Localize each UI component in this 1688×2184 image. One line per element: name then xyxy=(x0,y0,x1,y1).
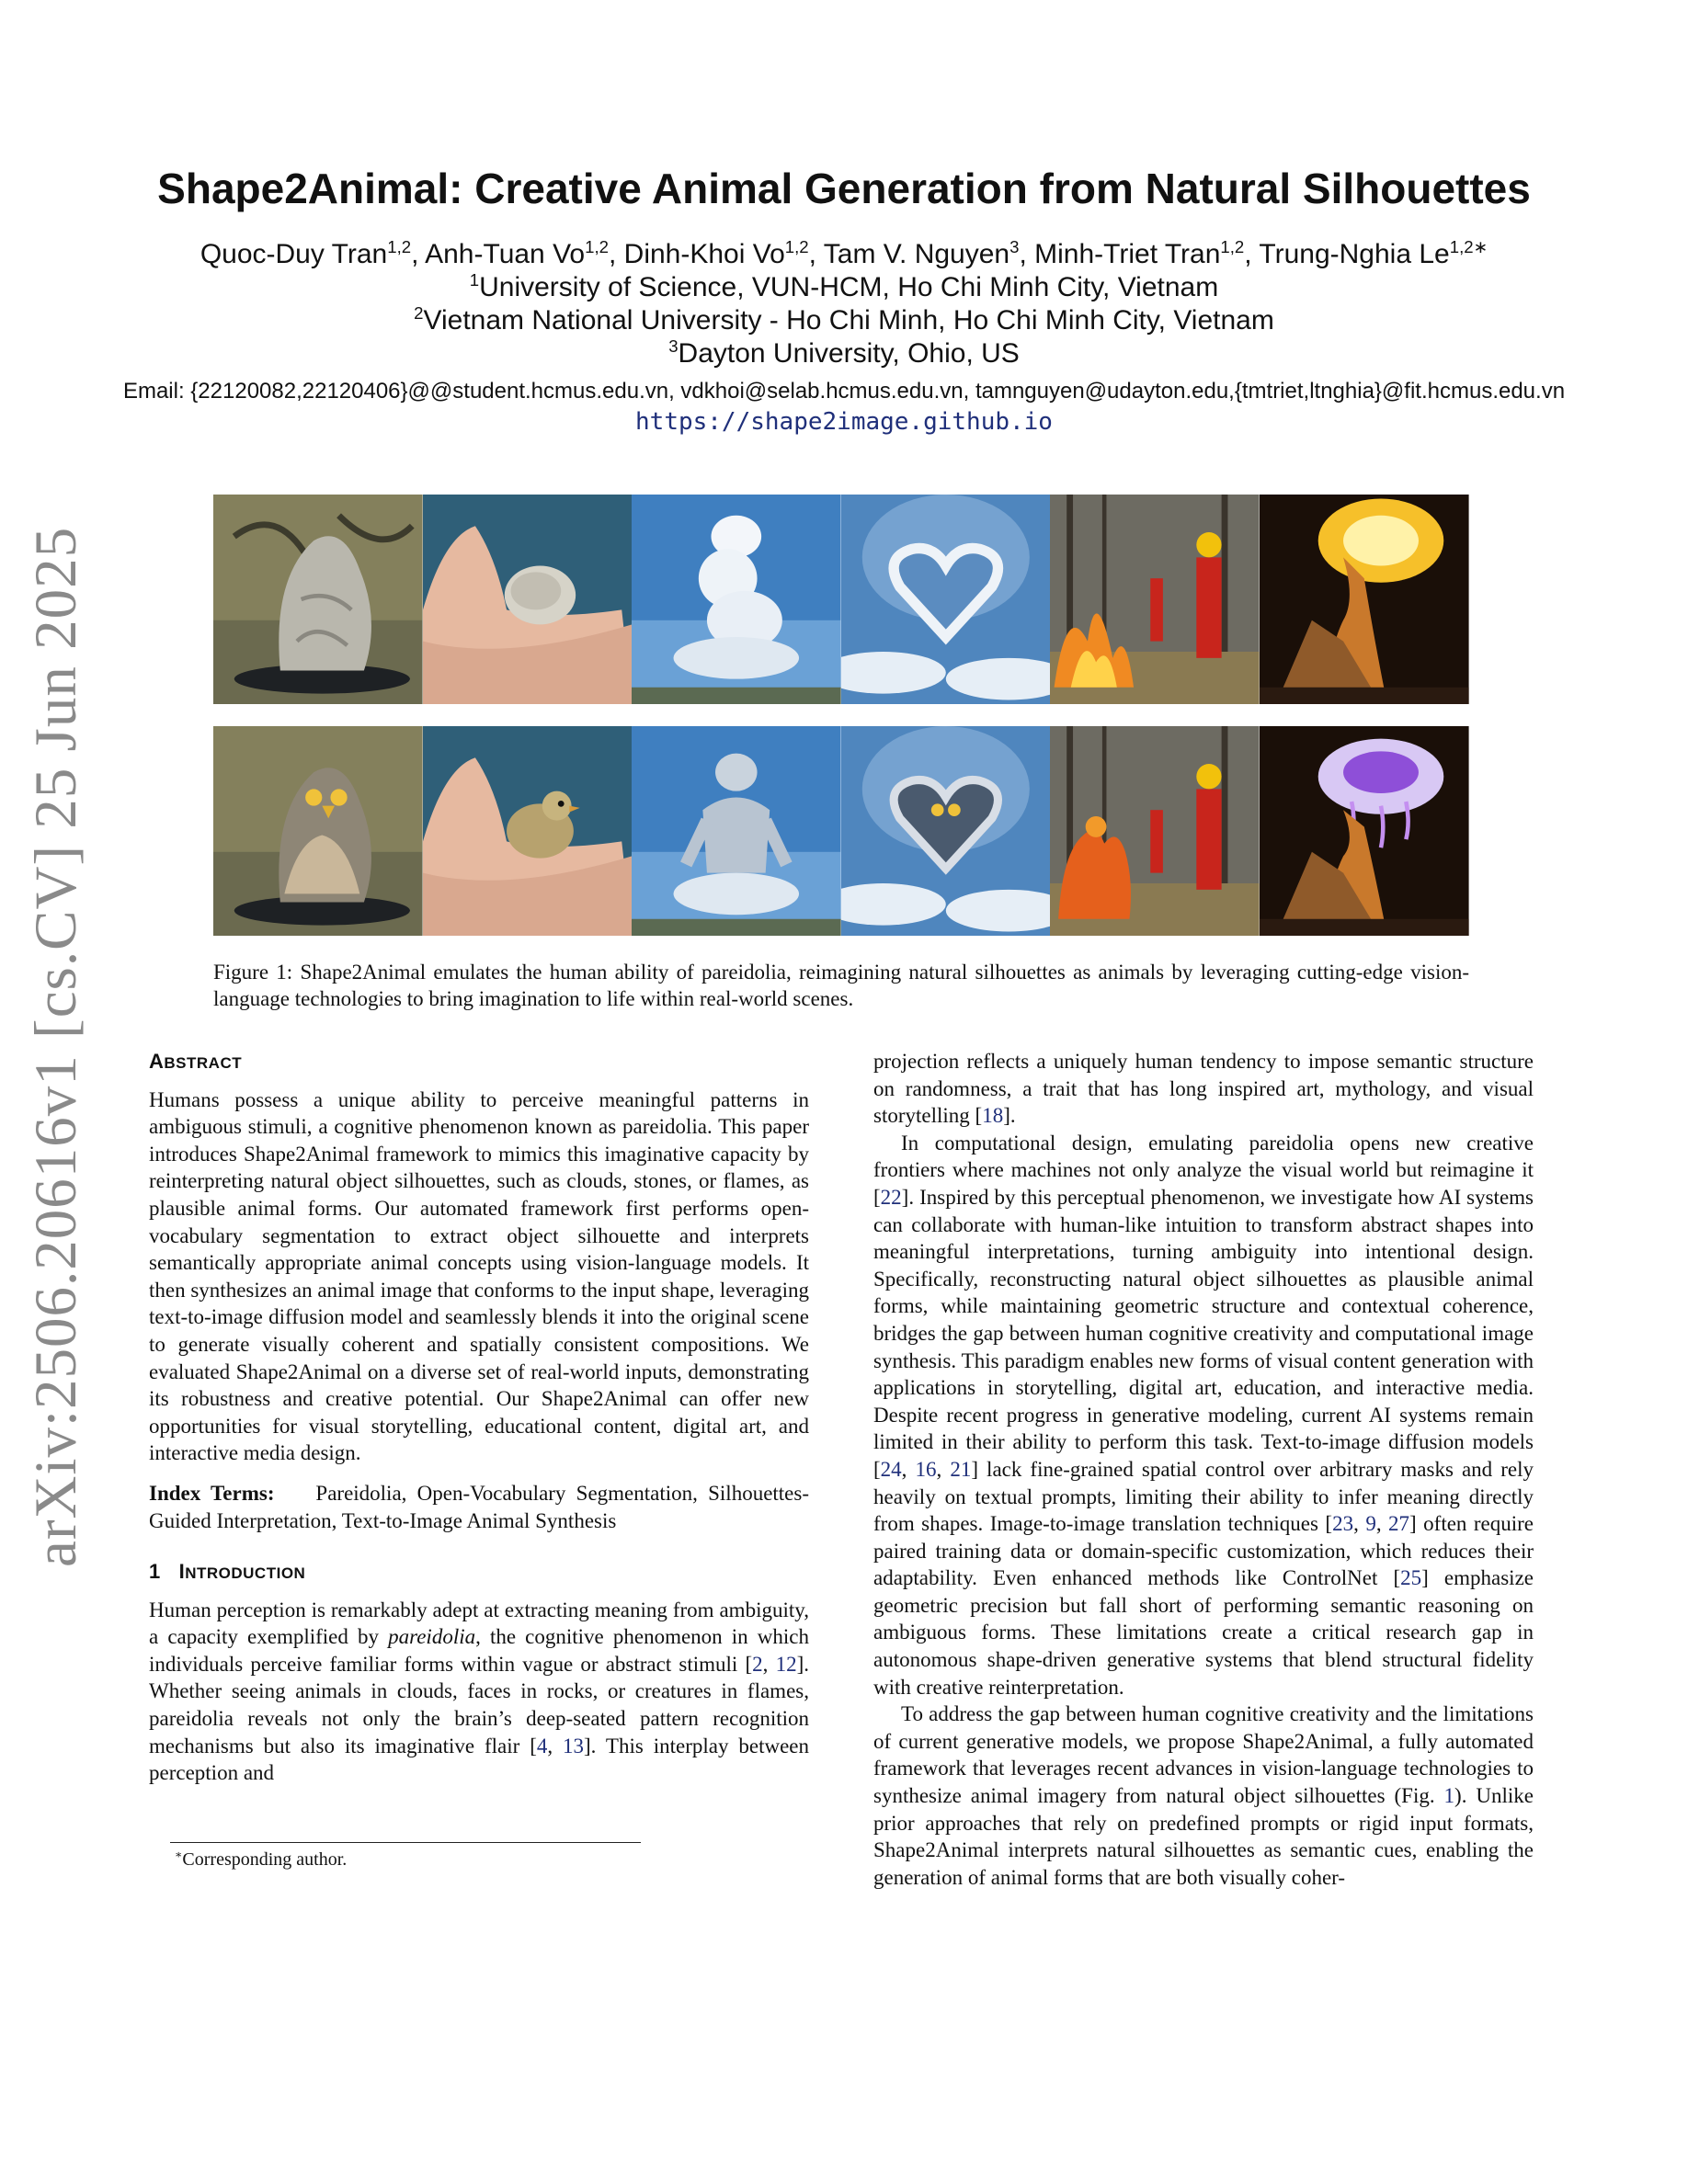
text-run: Human perception is remarkably adept at extracting meaning from ambiguity, a capacity exemplified by xyxy=(149,1598,809,1649)
project-url-link[interactable]: https://shape2image.github.io xyxy=(635,408,1053,436)
citation-link[interactable]: 23 xyxy=(1332,1512,1354,1536)
heading-rest: NTRODUCTION xyxy=(185,1564,306,1583)
affiliation xyxy=(0,338,1688,370)
author-affiliation-mark: 3 xyxy=(1009,237,1020,256)
citation-link[interactable]: 16 xyxy=(915,1457,937,1481)
footnote-mark: ∗ xyxy=(175,1848,183,1861)
text-run: ]. Whether seeing animals in clouds, faces in rocks, or creatures in flames, pareidolia reveals not only the brain’s deep-seated pattern recognition mechanisms but also its imaginative flair [ xyxy=(149,1652,809,1757)
text-run: projection reflects a uniquely human tendency to impose semantic structure on randomness, a trait that has long inspired art, mythology, and visual storytelling [ xyxy=(873,1050,1534,1128)
text-run: ] lack fine-grained spatial control over arbitrary masks and rely heavily on textual prompts, limiting their ability to infer meaning directly from shapes. Image-to-image translation techniques [ xyxy=(873,1457,1534,1536)
text-run: To address the gap between human cognitive creativity and the limitations of current generative models, we propose Shape2Animal, a fully automated framework that leverages recent advances in vision-language technologies to synthesize animal imagery from natural object silhouettes (Fig. xyxy=(873,1702,1534,1808)
photo-heart-cloud xyxy=(841,495,1051,704)
abstract-text: Humans possess a unique ability to perceive meaningful patterns in ambiguous stimuli, a cognitive phenomenon known as pareidolia. This paper introduces Shape2Animal framework to mimics this imaginative capacity by reinterpreting natural object silhouettes, such as clouds, stones, or flames, as plausible animal forms. Our automated framework first performs open-vocabulary segmentation to extract object silhouette and interprets semantically appropriate animal concepts using vision-language models. It then synthesizes an animal image that conforms to the input shape, leveraging text-to-image diffusion model and seamlessly blends it into the original scene to generate visually coherent and spatially consistent compositions. We evaluated Shape2Animal on a diverse set of real-world inputs, demonstrating its robustness and creative potential. Our Shape2Animal can offer new opportunities for visual storytelling, educational content, digital art, and interactive media design. xyxy=(149,1087,809,1465)
photo-firefighters-fire xyxy=(1050,495,1260,704)
intro-paragraph: In computational design, emulating pareidolia opens new creative frontiers where machines not only analyze the visual world but reimagine it [22]. Inspired by this perceptual phenomenon, we investigate how AI systems can collaborate with human-like intuition to transform abstract shapes into meaningful interpretations, turning ambiguity into intentional design. Specifically, reconstructing natural object silhouettes as plausible animal forms, while maintaining geometric structure and contextual coherence, bridges the gap between human cognitive creativity and computational image synthesis. This paradigm enables new forms of visual content generation with applications in storytelling, digital art, education, and interactive media. Despite recent progress in generative modeling, current AI systems remain limited in their ability to perform this task. Text-to-image diffusion models [24, 16, 21] lack fine-grained spatial control over arbitrary masks and rely heavily on textual prompts, limiting their ability to infer meaning directly from shapes. Image-to-image translation techniques [23, 9, 27] often require paired training data or domain-specific customization, which reduces their adaptability. Even enhanced methods like ControlNet [25] emphasize geometric precision but fall short of performing semantic reasoning on ambiguous forms. These limitations create a critical research gap in autonomous shape-driven generative systems that blend structural fidelity with creative reinterpretation. xyxy=(873,1131,1534,1699)
intro-paragraph xyxy=(873,1048,1534,1130)
text-run: , the cognitive phenomenon in which individuals perceive familiar forms within vague or abstract stimuli [ xyxy=(149,1625,810,1676)
author-affiliation-mark: 1,2 xyxy=(784,237,809,256)
photo-bird-in-hand xyxy=(423,726,633,936)
index-terms-text: Pareidolia, Open-Vocabulary Segmentation, Silhouettes-Guided Interpretation, Text-to-Image Animal Synthesis xyxy=(149,1481,809,1532)
affiliation xyxy=(0,272,1688,303)
citation-link[interactable]: 13 xyxy=(563,1734,585,1757)
photo-owl-on-stand xyxy=(213,726,423,936)
abstract-heading xyxy=(149,1048,809,1077)
author-list: Quoc-Duy Tran$^{1,2}$, Anh-Tuan Vo$^{1,2}$, Dinh-Khoi Vo$^{1,2}$, Tam V. Nguyen$^3$, Minh-Triet Tran$^{1,2}$, Trung-Nghia $Le^{1,2∗}$ xyxy=(200,237,1488,269)
photo-stone-on-stand xyxy=(213,495,423,704)
paper-title: Shape2Animal: Creative Animal Generation from Natural Silhouettes xyxy=(157,165,1531,212)
author-affiliation-mark: 1,2 xyxy=(387,237,412,256)
text-run: ] emphasize geometric precision but fall short of performing semantic reasoning on ambiguous forms. These limitations create a critical research gap in autonomous shape-driven generative systems that blend structural fidelity with creative reinterpretation. xyxy=(873,1566,1534,1699)
footnote-text: Corresponding author. xyxy=(182,1849,348,1870)
citation-link[interactable]: 18 xyxy=(982,1104,1004,1128)
section-number: 1 xyxy=(149,1560,161,1584)
text-run: ). Unlike prior approaches that rely on predefined prompts or rigid input formats, Shape2Animal interprets natural silhouettes as semantic cues, enabling the generation of animal forms that are both visually coher- xyxy=(873,1784,1534,1889)
heading-initial: A xyxy=(149,1050,165,1073)
introduction-heading xyxy=(149,1558,809,1587)
citation-link[interactable]: 22 xyxy=(880,1185,902,1209)
figure-caption: Figure 1: Shape2Animal emulates the human ability of pareidolia, reimagining natural silhouettes as animals by leveraging cutting-edge vision-language technologies to bring imagination to life within real-world scenes. xyxy=(213,961,1469,1010)
author-affiliation-mark: 1,2∗ xyxy=(1449,237,1488,256)
affiliation-mark: 2 xyxy=(414,303,424,323)
index-terms xyxy=(149,1480,809,1534)
figure-input-row xyxy=(213,495,1469,704)
photo-fire-phoenix xyxy=(1050,726,1260,936)
affiliation-text: Vietnam National University - Ho Chi Minh, Ho Chi Minh City, Vietnam xyxy=(423,305,1274,336)
author-name: Tam V. Nguyen xyxy=(823,239,1010,269)
citation-link[interactable]: 25 xyxy=(1400,1566,1422,1590)
affiliation-text: Dayton University, Ohio, US xyxy=(678,338,1020,369)
citation-link[interactable]: 24 xyxy=(880,1457,902,1481)
affiliation-mark: 3 xyxy=(668,336,679,356)
affiliation-mark: 1 xyxy=(469,270,480,290)
text-run: ]. This interplay between perception and xyxy=(149,1734,809,1785)
citation-link[interactable]: 4 xyxy=(536,1734,548,1757)
text-run: ]. Inspired by this perceptual phenomenon, we investigate how AI systems can collaborate with human-like intuition to transform abstract shapes into meaningful interpretations, turning ambiguity into intentional design. Specifically, reconstructing natural object silhouettes as plausible animal forms, while maintaining geometric structure and contextual coherence, bridges the gap between human cognitive creativity and computational image synthesis. This paradigm enables new forms of visual content generation with applications in storytelling, digital art, education, and interactive media. Despite recent progress in generative modeling, current AI systems remain limited in their ability to perform this task. Text-to-image diffusion models [ xyxy=(873,1185,1534,1481)
footnote-rule xyxy=(170,1842,641,1843)
photo-flame-jellyfish xyxy=(1260,726,1469,936)
photo-flame-burst xyxy=(1260,495,1469,704)
author-name: Minh-Triet Tran xyxy=(1034,239,1221,269)
author-emails: Email: {22120082,22120406}@@student.hcmus.edu.vn, vdkhoi@selab.hcmus.edu.vn, tamnguyen@udayton.edu,{tmtriet,ltnghia}@fit.hcmus.edu.vn xyxy=(122,379,1566,404)
footnote xyxy=(175,1849,347,1871)
intro-paragraph: Human perception is remarkably adept at extracting meaning from ambiguity, a capacity exemplified by pareidolia, the cognitive phenomenon in which individuals perceive familiar forms within vague or abstract stimuli [2, 12]. Whether seeing animals in clouds, faces in rocks, or creatures in flames, pareidolia reveals not only the brain’s deep-seated pattern recognition mechanisms but also its imaginative flair [4, 13]. This interplay between perception and xyxy=(149,1598,810,1785)
intro-paragraph xyxy=(873,1701,1534,1891)
citation-link[interactable]: 12 xyxy=(775,1652,797,1676)
photo-cloud-column xyxy=(632,495,841,704)
photo-cloud-gorilla xyxy=(632,726,841,936)
left-column xyxy=(149,1048,809,1787)
index-terms-label: Index Terms: xyxy=(149,1481,275,1505)
arxiv-stamp: arXiv:2506.20616v1 [cs.CV] 25 Jun 2025 xyxy=(23,526,89,1567)
figure-reference-link[interactable]: 1 xyxy=(1443,1784,1455,1808)
figure-output-row xyxy=(213,726,1469,936)
citation-link[interactable]: 9 xyxy=(1365,1512,1376,1536)
citation-link[interactable]: 27 xyxy=(1388,1512,1410,1536)
right-column xyxy=(873,1048,1534,1891)
author-name: Quoc-Duy Tran xyxy=(200,239,388,269)
heading-initial: I xyxy=(178,1560,186,1584)
affiliation xyxy=(0,305,1688,336)
author-name: Dinh-Khoi Vo xyxy=(623,239,785,269)
text-run: ] often require paired training data or domain-specific customization, which reduces their adaptability. Even enhanced methods like ControlNet [ xyxy=(873,1512,1534,1590)
author-affiliation-mark: 1,2 xyxy=(1220,237,1245,256)
photo-stone-in-hand xyxy=(423,495,633,704)
photo-heart-owl xyxy=(841,726,1051,936)
emphasis: pareidolia xyxy=(388,1625,476,1649)
citation-link[interactable]: 2 xyxy=(752,1652,763,1676)
affiliation-text: University of Science, VUN-HCM, Ho Chi Minh City, Vietnam xyxy=(479,272,1219,302)
text-run: ]. xyxy=(1003,1104,1016,1128)
author-name: Trung-Nghia Le xyxy=(1259,239,1450,269)
text-run: In computational design, emulating pareidolia opens new creative frontiers where machines not only analyze the visual world but reimagine it [ xyxy=(873,1131,1534,1209)
heading-rest: BSTRACT xyxy=(164,1054,243,1072)
author-name: Anh-Tuan Vo xyxy=(425,239,586,269)
author-affiliation-mark: 1,2 xyxy=(585,237,609,256)
citation-link[interactable]: 21 xyxy=(950,1457,972,1481)
